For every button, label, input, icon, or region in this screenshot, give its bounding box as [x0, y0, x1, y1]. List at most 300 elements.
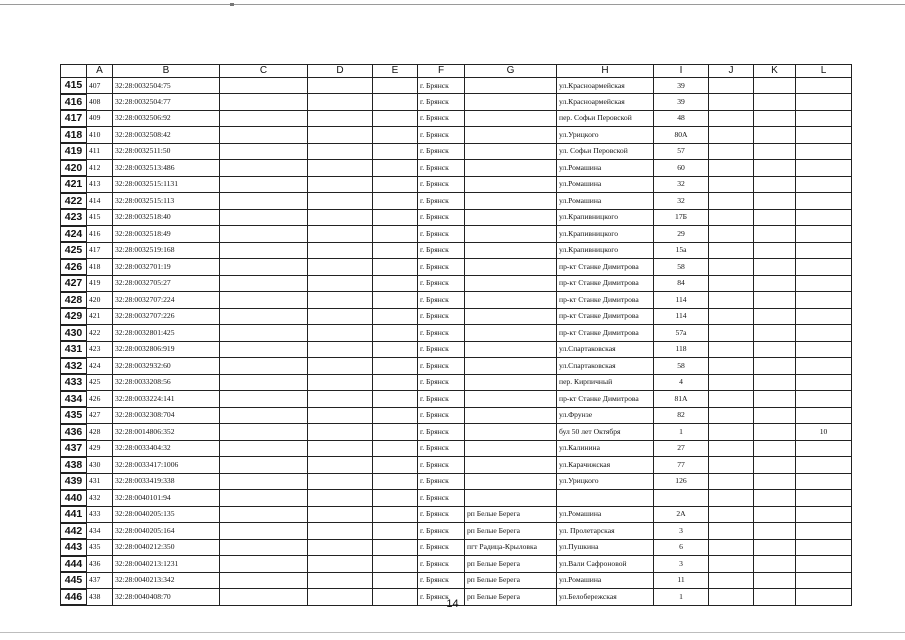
cell-a: 424 [87, 358, 113, 375]
cell-empty [220, 556, 308, 573]
cell-empty [308, 523, 373, 540]
cell-a: 413 [87, 176, 113, 193]
table-row [61, 374, 852, 391]
cell-l [796, 539, 852, 556]
cell-f: г. Брянск [418, 259, 465, 276]
cell-i: 6 [654, 539, 709, 556]
table-row [61, 358, 852, 375]
cell-empty [373, 110, 418, 127]
cell-b: 32:28:0040213:342 [113, 572, 220, 589]
cell-b: 32:28:0032515:113 [113, 193, 220, 210]
cell-empty [308, 424, 373, 441]
table-row [61, 341, 852, 358]
cell-g: рп Белые Берега [465, 506, 557, 523]
cell-f: г. Брянск [418, 539, 465, 556]
cell-b: 32:28:0040101:94 [113, 490, 220, 507]
scan-mark [230, 3, 234, 6]
column-header-d: D [308, 65, 373, 78]
row-number: 422 [61, 193, 87, 210]
cell-empty [220, 127, 308, 144]
cell-empty [308, 160, 373, 177]
cell-g [465, 407, 557, 424]
cell-empty [373, 308, 418, 325]
cell-f: г. Брянск [418, 176, 465, 193]
cell-empty [709, 308, 754, 325]
table-row [61, 209, 852, 226]
column-header-b: B [113, 65, 220, 78]
table-row [61, 490, 852, 507]
cell-i: 81А [654, 391, 709, 408]
cell-empty [709, 407, 754, 424]
cell-empty [373, 226, 418, 243]
cell-g [465, 391, 557, 408]
row-number: 430 [61, 325, 87, 342]
cell-empty [754, 457, 796, 474]
cell-empty [220, 94, 308, 111]
cell-empty [709, 457, 754, 474]
cell-i: 80А [654, 127, 709, 144]
cell-f: г. Брянск [418, 457, 465, 474]
table-row [61, 226, 852, 243]
cell-b: 32:28:0033224:141 [113, 391, 220, 408]
cell-b: 32:28:0032308:704 [113, 407, 220, 424]
cell-empty [308, 506, 373, 523]
column-header-k: K [754, 65, 796, 78]
cell-empty [373, 242, 418, 259]
cell-h: пр-кт Станке Димитрова [557, 292, 654, 309]
row-number: 432 [61, 358, 87, 375]
cell-i: 77 [654, 457, 709, 474]
cell-i: 114 [654, 292, 709, 309]
page-number: 14 [446, 598, 459, 610]
row-number: 429 [61, 308, 87, 325]
cell-f: г. Брянск [418, 308, 465, 325]
cell-l [796, 242, 852, 259]
table-row [61, 391, 852, 408]
cell-l [796, 193, 852, 210]
cell-empty [754, 127, 796, 144]
cell-empty [308, 259, 373, 276]
cell-empty [373, 440, 418, 457]
cell-empty [220, 572, 308, 589]
cell-a: 420 [87, 292, 113, 309]
cell-g [465, 292, 557, 309]
cell-empty [373, 506, 418, 523]
cell-empty [373, 341, 418, 358]
table-row [61, 242, 852, 259]
cell-empty [308, 358, 373, 375]
cell-a: 431 [87, 473, 113, 490]
cell-i: 48 [654, 110, 709, 127]
cell-empty [220, 143, 308, 160]
cell-empty [220, 78, 308, 94]
cell-empty [709, 440, 754, 457]
cell-empty [308, 209, 373, 226]
cell-empty [754, 308, 796, 325]
cell-f: г. Брянск [418, 506, 465, 523]
cell-a: 408 [87, 94, 113, 111]
cell-l [796, 259, 852, 276]
cell-a: 407 [87, 78, 113, 94]
cell-empty [373, 391, 418, 408]
cell-i: 58 [654, 259, 709, 276]
cell-g [465, 490, 557, 507]
cell-h: ул.Крапивницкого [557, 242, 654, 259]
cell-b: 32:28:0032705:27 [113, 275, 220, 292]
cell-h: ул.Карачижская [557, 457, 654, 474]
cell-g: рп Белые Берега [465, 589, 557, 606]
table-row [61, 556, 852, 573]
row-number: 416 [61, 94, 87, 111]
cell-empty [373, 374, 418, 391]
cell-f: г. Брянск [418, 572, 465, 589]
cell-i: 27 [654, 440, 709, 457]
cell-empty [220, 341, 308, 358]
cell-empty [308, 440, 373, 457]
table-row [61, 259, 852, 276]
table-row [61, 127, 852, 144]
scan-edge-bottom [0, 632, 905, 633]
cell-l [796, 440, 852, 457]
cell-i: 29 [654, 226, 709, 243]
cell-a: 423 [87, 341, 113, 358]
cell-empty [754, 259, 796, 276]
cell-empty [308, 143, 373, 160]
cell-a: 425 [87, 374, 113, 391]
cell-empty [308, 572, 373, 589]
cell-g [465, 176, 557, 193]
cell-b: 32:28:0040205:164 [113, 523, 220, 540]
cell-empty [220, 473, 308, 490]
cell-l [796, 490, 852, 507]
cell-g: рп Белые Берега [465, 556, 557, 573]
cell-i: 11 [654, 572, 709, 589]
cell-empty [220, 110, 308, 127]
cell-g [465, 457, 557, 474]
cell-empty [709, 325, 754, 342]
cell-h: ул.Пушкина [557, 539, 654, 556]
cell-i: 82 [654, 407, 709, 424]
cell-empty [220, 209, 308, 226]
cell-f: г. Брянск [418, 523, 465, 540]
cell-b: 32:28:0033417:1006 [113, 457, 220, 474]
cell-i: 126 [654, 473, 709, 490]
cell-g: рп Белые Берега [465, 523, 557, 540]
cell-empty [373, 292, 418, 309]
row-number: 433 [61, 374, 87, 391]
cell-i: 118 [654, 341, 709, 358]
cell-a: 432 [87, 490, 113, 507]
cell-empty [220, 275, 308, 292]
cell-empty [754, 572, 796, 589]
cell-empty [220, 407, 308, 424]
cell-h: ул.Ромашина [557, 193, 654, 210]
cell-empty [373, 275, 418, 292]
table-row [61, 440, 852, 457]
cell-h: ул.Фрунзе [557, 407, 654, 424]
cell-empty [709, 127, 754, 144]
table-row [61, 407, 852, 424]
cell-f: г. Брянск [418, 374, 465, 391]
cell-a: 435 [87, 539, 113, 556]
cell-empty [754, 424, 796, 441]
cell-g [465, 193, 557, 210]
cell-f: г. Брянск [418, 440, 465, 457]
cell-a: 419 [87, 275, 113, 292]
table-row [61, 523, 852, 540]
cell-empty [308, 275, 373, 292]
cell-empty [220, 457, 308, 474]
cell-a: 421 [87, 308, 113, 325]
cell-empty [709, 193, 754, 210]
cell-empty [754, 209, 796, 226]
cell-empty [709, 78, 754, 94]
cell-g: пгт Радица-Крыловка [465, 539, 557, 556]
cell-b: 32:28:0032801:425 [113, 325, 220, 342]
cell-empty [754, 391, 796, 408]
cell-empty [220, 193, 308, 210]
cell-f: г. Брянск [418, 358, 465, 375]
cell-a: 418 [87, 259, 113, 276]
cell-l [796, 556, 852, 573]
cell-empty [754, 407, 796, 424]
cell-f: г. Брянск [418, 341, 465, 358]
cell-i: 39 [654, 78, 709, 94]
cell-empty [373, 193, 418, 210]
cell-empty [220, 292, 308, 309]
cell-f: г. Брянск [418, 325, 465, 342]
row-number: 426 [61, 259, 87, 276]
cell-empty [754, 325, 796, 342]
cell-f: г. Брянск [418, 275, 465, 292]
cell-empty [373, 490, 418, 507]
cell-b: 32:28:0032518:49 [113, 226, 220, 243]
cell-empty [709, 473, 754, 490]
cell-empty [220, 391, 308, 408]
cell-a: 409 [87, 110, 113, 127]
cell-g [465, 341, 557, 358]
table-row [61, 110, 852, 127]
cell-l [796, 341, 852, 358]
column-header-j: J [709, 65, 754, 78]
cell-empty [754, 160, 796, 177]
cell-empty [220, 506, 308, 523]
cell-l [796, 374, 852, 391]
cell-empty [754, 556, 796, 573]
cell-a: 416 [87, 226, 113, 243]
cell-a: 436 [87, 556, 113, 573]
cell-f: г. Брянск [418, 209, 465, 226]
row-number: 438 [61, 457, 87, 474]
cell-empty [220, 242, 308, 259]
cell-empty [220, 358, 308, 375]
cell-l [796, 209, 852, 226]
cell-f: г. Брянск [418, 160, 465, 177]
cell-empty [754, 292, 796, 309]
table-row [61, 473, 852, 490]
cell-l [796, 572, 852, 589]
cell-a: 434 [87, 523, 113, 540]
cell-empty [754, 176, 796, 193]
cell-empty [308, 226, 373, 243]
table-row [61, 506, 852, 523]
table-row [61, 193, 852, 210]
cell-f: г. Брянск [418, 490, 465, 507]
cell-i: 60 [654, 160, 709, 177]
cell-i: 1 [654, 589, 709, 606]
cell-l [796, 457, 852, 474]
cell-a: 415 [87, 209, 113, 226]
spreadsheet-table [60, 64, 852, 606]
cell-empty [709, 94, 754, 111]
row-number: 419 [61, 143, 87, 160]
row-number: 436 [61, 424, 87, 441]
cell-g [465, 94, 557, 111]
cell-empty [373, 572, 418, 589]
cell-empty [308, 374, 373, 391]
row-number: 418 [61, 127, 87, 144]
cell-b: 32:28:0033404:32 [113, 440, 220, 457]
cell-b: 32:28:0032513:486 [113, 160, 220, 177]
cell-b: 32:28:0032506:92 [113, 110, 220, 127]
cell-h: ул.Ромашина [557, 176, 654, 193]
cell-f: г. Брянск [418, 143, 465, 160]
cell-g [465, 110, 557, 127]
cell-f: г. Брянск [418, 110, 465, 127]
cell-a: 438 [87, 589, 113, 606]
cell-empty [709, 209, 754, 226]
cell-empty [373, 457, 418, 474]
cell-b: 32:28:0032511:50 [113, 143, 220, 160]
cell-i: 57а [654, 325, 709, 342]
cell-f: г. Брянск [418, 226, 465, 243]
cell-empty [308, 193, 373, 210]
table-row [61, 78, 852, 94]
table-row [61, 176, 852, 193]
cell-empty [220, 325, 308, 342]
cell-empty [308, 308, 373, 325]
column-header-a: A [87, 65, 113, 78]
cell-empty [754, 490, 796, 507]
cell-i: 32 [654, 193, 709, 210]
cell-empty [709, 523, 754, 540]
cell-a: 427 [87, 407, 113, 424]
row-number: 423 [61, 209, 87, 226]
scan-edge-top [0, 4, 905, 5]
cell-empty [709, 556, 754, 573]
cell-empty [220, 424, 308, 441]
cell-l [796, 275, 852, 292]
row-number: 444 [61, 556, 87, 573]
row-number: 415 [61, 78, 87, 94]
cell-f: г. Брянск [418, 94, 465, 111]
cell-g [465, 275, 557, 292]
cell-empty [220, 308, 308, 325]
cell-empty [709, 391, 754, 408]
cell-b: 32:28:0032701:19 [113, 259, 220, 276]
cell-b: 32:28:0032518:40 [113, 209, 220, 226]
cell-empty [308, 457, 373, 474]
table-row [61, 308, 852, 325]
cell-empty [308, 539, 373, 556]
cell-empty [220, 160, 308, 177]
cell-i: 1 [654, 424, 709, 441]
cell-i: 58 [654, 358, 709, 375]
cell-i [654, 490, 709, 507]
cell-empty [373, 143, 418, 160]
cell-l [796, 292, 852, 309]
cell-empty [373, 78, 418, 94]
row-number: 434 [61, 391, 87, 408]
cell-l [796, 523, 852, 540]
cell-i: 39 [654, 94, 709, 111]
cell-empty [373, 325, 418, 342]
cell-empty [308, 391, 373, 408]
cell-l [796, 226, 852, 243]
cell-empty [754, 110, 796, 127]
row-number: 417 [61, 110, 87, 127]
cell-f: г. Брянск [418, 473, 465, 490]
cell-i: 15а [654, 242, 709, 259]
cell-g [465, 242, 557, 259]
cell-h: ул.Ромашина [557, 506, 654, 523]
cell-empty [308, 242, 373, 259]
cell-l [796, 358, 852, 375]
row-number: 443 [61, 539, 87, 556]
cell-empty [754, 226, 796, 243]
row-number: 421 [61, 176, 87, 193]
cell-f: г. Брянск [418, 127, 465, 144]
table-row [61, 325, 852, 342]
cell-a: 430 [87, 457, 113, 474]
cell-empty [373, 407, 418, 424]
cell-h [557, 490, 654, 507]
cell-f: г. Брянск [418, 391, 465, 408]
cell-empty [308, 78, 373, 94]
cell-g: рп Белые Берега [465, 572, 557, 589]
column-header-e: E [373, 65, 418, 78]
cell-g [465, 127, 557, 144]
cell-i: 84 [654, 275, 709, 292]
cell-h: ул.Калинина [557, 440, 654, 457]
cell-a: 412 [87, 160, 113, 177]
cell-i: 3 [654, 523, 709, 540]
cell-b: 32:28:0033419:338 [113, 473, 220, 490]
cell-f: г. Брянск [418, 193, 465, 210]
cell-empty [308, 325, 373, 342]
cell-h: ул.Крапивницкого [557, 226, 654, 243]
cell-empty [308, 94, 373, 111]
cell-empty [220, 259, 308, 276]
cell-empty [373, 473, 418, 490]
cell-h: ул.Крапивницкого [557, 209, 654, 226]
cell-f: г. Брянск [418, 242, 465, 259]
row-number: 431 [61, 341, 87, 358]
cell-empty [308, 556, 373, 573]
cell-b: 32:28:0032519:168 [113, 242, 220, 259]
cell-empty [308, 473, 373, 490]
cell-f: г. Брянск [418, 589, 465, 606]
cell-h: пр-кт Станке Димитрова [557, 275, 654, 292]
row-number: 425 [61, 242, 87, 259]
cell-g [465, 143, 557, 160]
row-number: 437 [61, 440, 87, 457]
cell-l [796, 143, 852, 160]
row-number: 435 [61, 407, 87, 424]
table-row [61, 160, 852, 177]
cell-a: 422 [87, 325, 113, 342]
cell-h: ул.Урицкого [557, 473, 654, 490]
